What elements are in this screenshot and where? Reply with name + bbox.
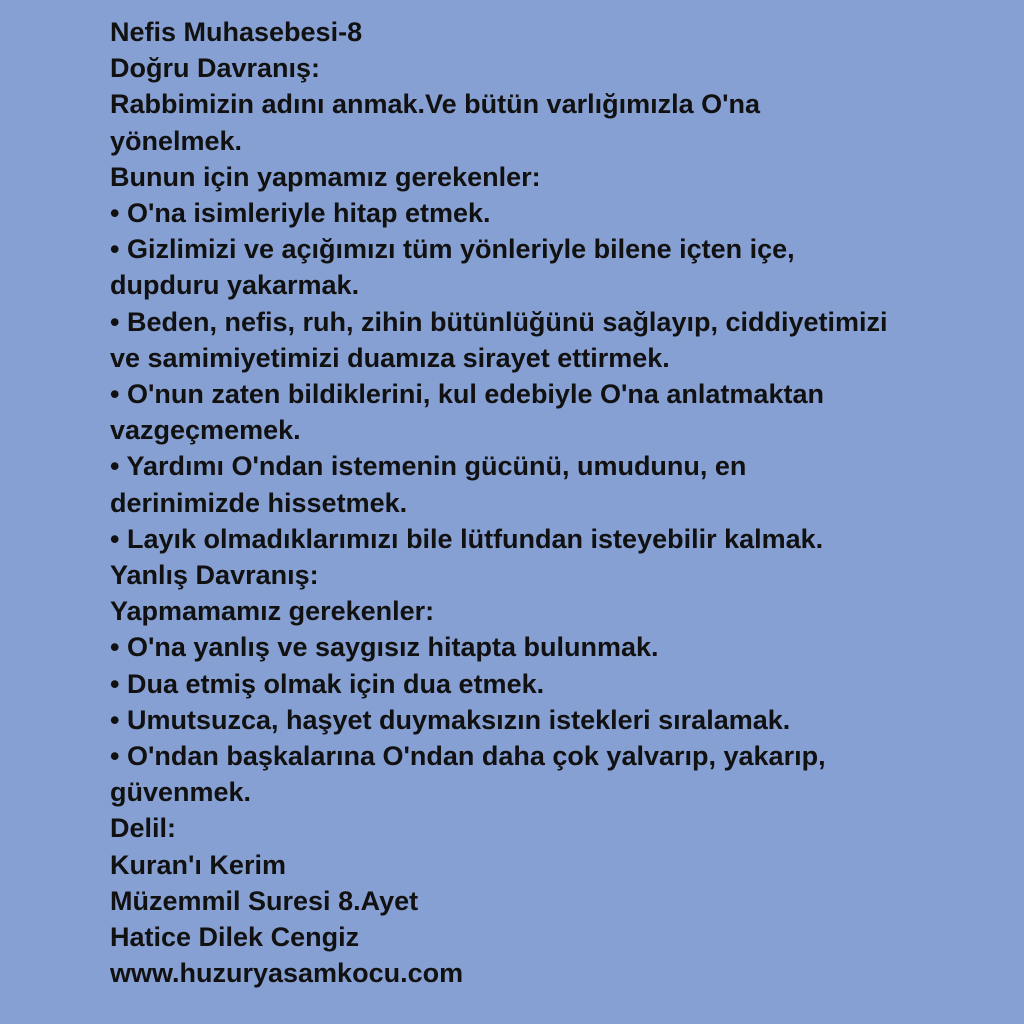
correct-item-5: • Yardımı O'ndan istemenin gücünü, umudunu, en [110, 451, 747, 482]
correct-item-4-cont: vazgeçmemek. [110, 415, 301, 446]
evidence-heading: Delil: [110, 813, 177, 844]
correct-todo-heading: Bunun için yapmamız gerekenler: [110, 161, 541, 192]
correct-item-6: • Layık olmadıklarımızı bile lütfundan isteyebilir kalmak. [110, 523, 824, 554]
correct-item-2-cont: dupduru yakarmak. [110, 270, 360, 301]
document-title: Nefis Muhasebesi-8 [110, 17, 363, 47]
correct-item-4: • O'nun zaten bildiklerini, kul edebiyle O'na anlatmaktan [110, 379, 824, 410]
correct-item-5-cont: derinimizde hissetmek. [110, 487, 408, 518]
website-text: www.huzuryasamkocu.com [110, 958, 464, 989]
correct-behavior-heading: Doğru Davranış: [110, 53, 321, 84]
correct-intro-line-2: yönelmek. [110, 125, 243, 156]
wrong-item-1: • O'na yanlış ve saygısız hitapta bulunmak. [110, 632, 659, 663]
wrong-item-4: • O'ndan başkalarına O'ndan daha çok yalvarıp, yakarıp, [110, 741, 826, 772]
correct-item-1: • O'na isimleriyle hitap etmek. [110, 198, 491, 229]
correct-item-3: • Beden, nefis, ruh, zihin bütünlüğünü sağlayıp, ciddiyetimizi [110, 306, 888, 337]
wrong-item-4-cont: güvenmek. [110, 777, 252, 808]
evidence-source: Kuran'ı Kerim [110, 849, 286, 880]
correct-item-3-cont: ve samimiyetimizi duamıza sirayet ettirmek. [110, 342, 670, 373]
document-body [110, 14, 990, 991]
author-name: Hatice Dilek Cengiz [110, 922, 360, 953]
wrong-item-3: • Umutsuzca, haşyet duymaksızın istekleri sıralamak. [110, 704, 791, 735]
evidence-verse: Müzemmil Suresi 8.Ayet [110, 885, 419, 916]
wrong-behavior-heading: Yanlış Davranış: [110, 560, 319, 591]
wrong-item-2: • Dua etmiş olmak için dua etmek. [110, 668, 545, 699]
correct-intro-line-1: Rabbimizin adını anmak.Ve bütün varlığımızla O'na [110, 89, 761, 120]
wrong-todo-heading: Yapmamamız gerekenler: [110, 596, 435, 627]
correct-item-2: • Gizlimizi ve açığımızı tüm yönleriyle bilene içten içe, [110, 234, 795, 265]
